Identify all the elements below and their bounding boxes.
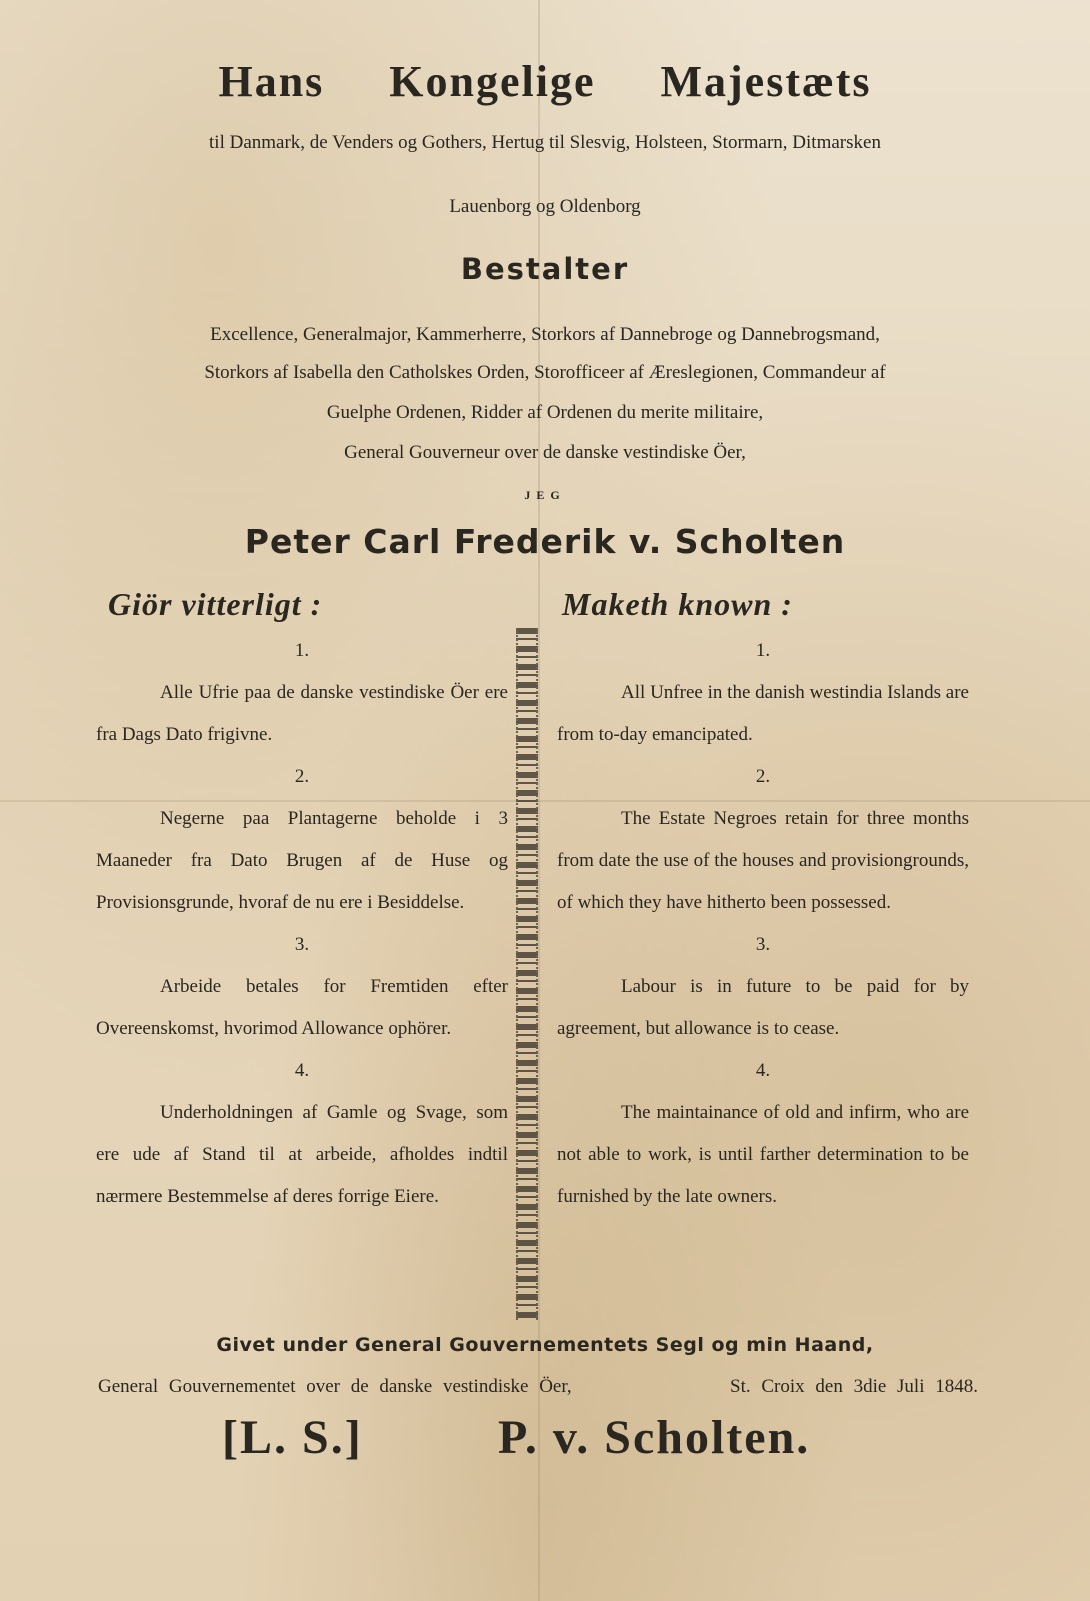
danish-article-4-text: Underholdningen af Gamle og Svage, som ere ude af Stand til at arbeide, afholdes indtil nærmere Bestemmelse af deres forrige Eiere. bbox=[96, 1102, 508, 1207]
titles-line-4: General Gouverneur over de danske vestindiske Öer, bbox=[344, 442, 746, 463]
english-article-2-number: 2. bbox=[755, 766, 771, 787]
english-article-1-number: 1. bbox=[755, 640, 771, 661]
given-date: St. Croix den 3die Juli 1848. bbox=[730, 1376, 978, 1397]
titles-line-3: Guelphe Ordenen, Ridder af Ordenen du merite militaire, bbox=[326, 402, 764, 423]
titles-line-2: Storkors af Isabella den Catholskes Orden, Storofficeer af Æreslegionen, Commandeur af bbox=[204, 362, 886, 383]
english-article-3-text: Labour is in future to be paid for by agreement, but allowance is to cease. bbox=[557, 976, 969, 1039]
governor-name: Peter Carl Frederik v. Scholten bbox=[244, 522, 846, 561]
english-article-4-text: The maintainance of old and infirm, who are not able to work, is until farther determination to be furnished by the late owners. bbox=[557, 1102, 969, 1207]
given-under-seal: Givet under General Gouvernementets Segl og min Haand, bbox=[216, 1334, 874, 1356]
english-article-4-number: 4. bbox=[755, 1060, 771, 1081]
danish-article-4-number: 4. bbox=[294, 1060, 310, 1081]
english-heading: Maketh known : bbox=[562, 586, 793, 622]
danish-column bbox=[96, 630, 508, 1218]
signature: P. v. Scholten. bbox=[498, 1411, 811, 1464]
titles-line-1: Excellence, Generalmajor, Kammerherre, Storkors af Dannebroge og Dannebrogsmand, bbox=[210, 324, 880, 345]
danish-article-2-number: 2. bbox=[294, 766, 310, 787]
ornamental-divider bbox=[516, 628, 538, 1320]
given-place-left: General Gouvernementet over de danske vestindiske Öer, bbox=[98, 1376, 572, 1397]
danish-article-1-number: 1. bbox=[294, 640, 310, 661]
header-bestalter: Bestalter bbox=[460, 252, 630, 286]
given-place-line bbox=[98, 1376, 978, 1398]
header-jeg: JEG bbox=[524, 488, 566, 502]
danish-heading: Giör vitterligt : bbox=[108, 586, 323, 622]
header-title: Hans Kongelige Majestæts bbox=[218, 57, 872, 106]
danish-article-3-text: Arbeide betales for Fremtiden efter Overeenskomst, hvorimod Allowance ophörer. bbox=[96, 976, 508, 1039]
danish-article-1-text: Alle Ufrie paa de danske vestindiske Öer ere fra Dags Dato frigivne. bbox=[96, 682, 508, 745]
danish-article-3-number: 3. bbox=[294, 934, 310, 955]
header-line-2: Lauenborg og Oldenborg bbox=[449, 196, 641, 217]
header-line-1: til Danmark, de Venders og Gothers, Hertug til Slesvig, Holsteen, Stormarn, Ditmarsken bbox=[209, 132, 881, 153]
english-article-1-text: All Unfree in the danish westindia Islands are from to-day emancipated. bbox=[557, 682, 969, 745]
danish-article-2-text: Negerne paa Plantagerne beholde i 3 Maaneder fra Dato Brugen af de Huse og Provisionsgrunde, hvoraf de nu ere i Besiddelse. bbox=[96, 808, 508, 913]
english-article-2-text: The Estate Negroes retain for three months from date the use of the houses and provisiongrounds, of which they have hitherto been possessed. bbox=[557, 808, 969, 913]
english-article-3-number: 3. bbox=[755, 934, 771, 955]
english-column bbox=[557, 630, 969, 1218]
seal-mark: [L. S.] bbox=[222, 1411, 363, 1464]
